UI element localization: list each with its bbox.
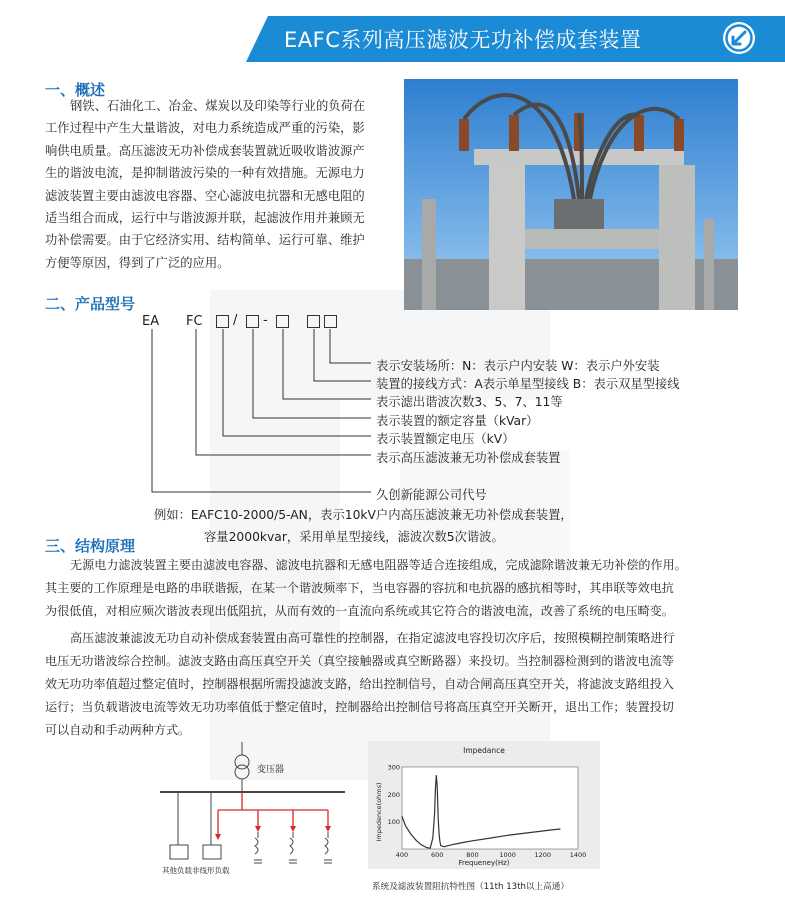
- principle-line: 其主要的工作原理是电路的串联谐振，在某一个谐波频率下，当电容器的容抗和电抗器的感抗相等时，其串联等效电抗: [45, 581, 674, 595]
- model-code-diagram: [138, 312, 758, 544]
- chart-caption: 系统及滤波装置阻抗特性图（11th 13th以上高通）: [372, 882, 569, 892]
- model-label-harmonic: 表示滤出谐波次数3、5、7、11等: [376, 395, 563, 409]
- principle-line: 为很低值，对相应频次谐波表现出低阻抗，从而有效的一直流向系统或其它符合的谐波电流，改善了系统的电压畸变。: [45, 604, 674, 618]
- principle-line: 可以自动和手动两种方式。: [45, 723, 191, 737]
- overview-line: 响供电质量。高压滤波无功补偿成套装置就近吸收谐波源产: [45, 143, 365, 158]
- principle-line: 高压滤波兼滤波无功自动补偿成套装置由高可靠性的控制器，在指定滤波电容投切次序后，按照模糊控制策略进行: [70, 631, 675, 645]
- circuit-diagram: [160, 742, 350, 882]
- page-title: EAFC系列高压滤波无功补偿成套装置: [284, 28, 642, 52]
- chart-x-tick-label: 1200: [534, 851, 552, 859]
- section-principle-title: 三、结构原理: [45, 537, 136, 555]
- code-dash: -: [263, 313, 268, 328]
- model-leader-lines: [138, 312, 398, 502]
- overview-line: 适当组合而成，运行中与谐波源并联，起滤波作用并兼顾无: [45, 211, 365, 226]
- principle-line: 效无功功率值超过整定值时，控制器根据所需投滤波支路，给出控制信号，自动合闸高压真空开关，将滤波支路组投入: [45, 677, 674, 691]
- model-label-device: 表示高压滤波兼无功补偿成套装置: [376, 451, 561, 465]
- principle-line: 运行；当负载谐波电流等效无功功率值低于整定值时，控制器给出控制信号将高压真空开关断开，退出工作；装置投切: [45, 700, 674, 714]
- overview-line: 方便等原因，得到了广泛的应用。: [45, 255, 230, 270]
- section-overview-title: 一、概述: [45, 81, 106, 99]
- product-photo: [404, 79, 738, 310]
- load-label: 其他负载非线形负载: [162, 866, 230, 875]
- chart-x-tick-label: 600: [430, 851, 444, 859]
- model-example-line2: 容量2000kvar，采用单星型接线，滤波次数5次谐波。: [204, 530, 504, 544]
- overview-line: 滤波装置主要由滤波电容器、空心滤波电抗器和无感电阻的: [45, 188, 365, 203]
- principle-line: 电压无功谐波综合控制。滤波支路由高压真空开关（真空接触器或真空断路器）来投切。当控制器检测到的谐波电流等: [45, 654, 674, 668]
- model-label-capacity: 表示装置的额定容量（kVar）: [376, 414, 539, 428]
- chart-y-tick-label: 300: [387, 763, 400, 772]
- code-fc: FC: [186, 314, 203, 329]
- principle-line: 无源电力滤波装置主要由滤波电容器、滤波电抗器和无感电阻器等适合连接组成，完成滤除谐波兼无功补偿的作用。: [70, 558, 687, 572]
- overview-line: 功补偿需要。由于它经济实用、结构简单、运行可靠、维护: [45, 233, 365, 248]
- principle-paragraph-2: [45, 627, 770, 742]
- chart-y-tick-label: 200: [387, 790, 400, 799]
- impedance-chart: [368, 741, 600, 869]
- overview-line: 工作过程中产生大量谐波，对电力系统造成严重的污染，影: [45, 121, 365, 136]
- code-slash: /: [233, 313, 238, 328]
- code-ea: EA: [142, 314, 160, 329]
- chart-ylabel: Impedence(ohms): [375, 782, 383, 842]
- transformer-label: 变压器: [257, 765, 285, 775]
- chart-x-tick-label: 1400: [569, 851, 587, 859]
- model-example-line1: 例如：EAFC10-2000/5-AN，表示10kV户内高压滤波兼无功补偿成套装置，: [154, 508, 573, 522]
- chart-xlabel: Frequeney(Hz): [458, 859, 510, 867]
- model-label-location: 表示安装场所：N：表示户内安装 W：表示户外安装: [376, 359, 660, 373]
- chart-x-tick-label: 800: [466, 851, 479, 859]
- overview-paragraph: [45, 95, 395, 274]
- header-band-slant: [246, 16, 268, 62]
- model-label-voltage: 表示装置额定电压（kV）: [376, 432, 515, 446]
- model-label-wiring: 装置的接线方式：A表示单星型接线 B：表示双星型接线: [376, 377, 680, 391]
- chart-y-tick-label: 100: [387, 818, 400, 827]
- overview-line: 生的谐波电流，是抑制谐波污染的一种有效措施。无源电力: [45, 166, 365, 181]
- chart-x-tick-label: 1000: [499, 851, 516, 859]
- chart-x-tick-label: 400: [395, 851, 409, 859]
- model-label-company: 久创新能源公司代号: [376, 488, 487, 502]
- overview-line: 钢铁、石油化工、冶金、煤炭以及印染等行业的负荷在: [70, 99, 366, 113]
- section-model-title: 二、产品型号: [45, 295, 136, 313]
- arrow-circle-icon: [719, 18, 759, 58]
- chart-plot-area: [402, 767, 578, 849]
- principle-paragraph-1: [45, 554, 770, 623]
- chart-title: Impedance: [463, 746, 505, 755]
